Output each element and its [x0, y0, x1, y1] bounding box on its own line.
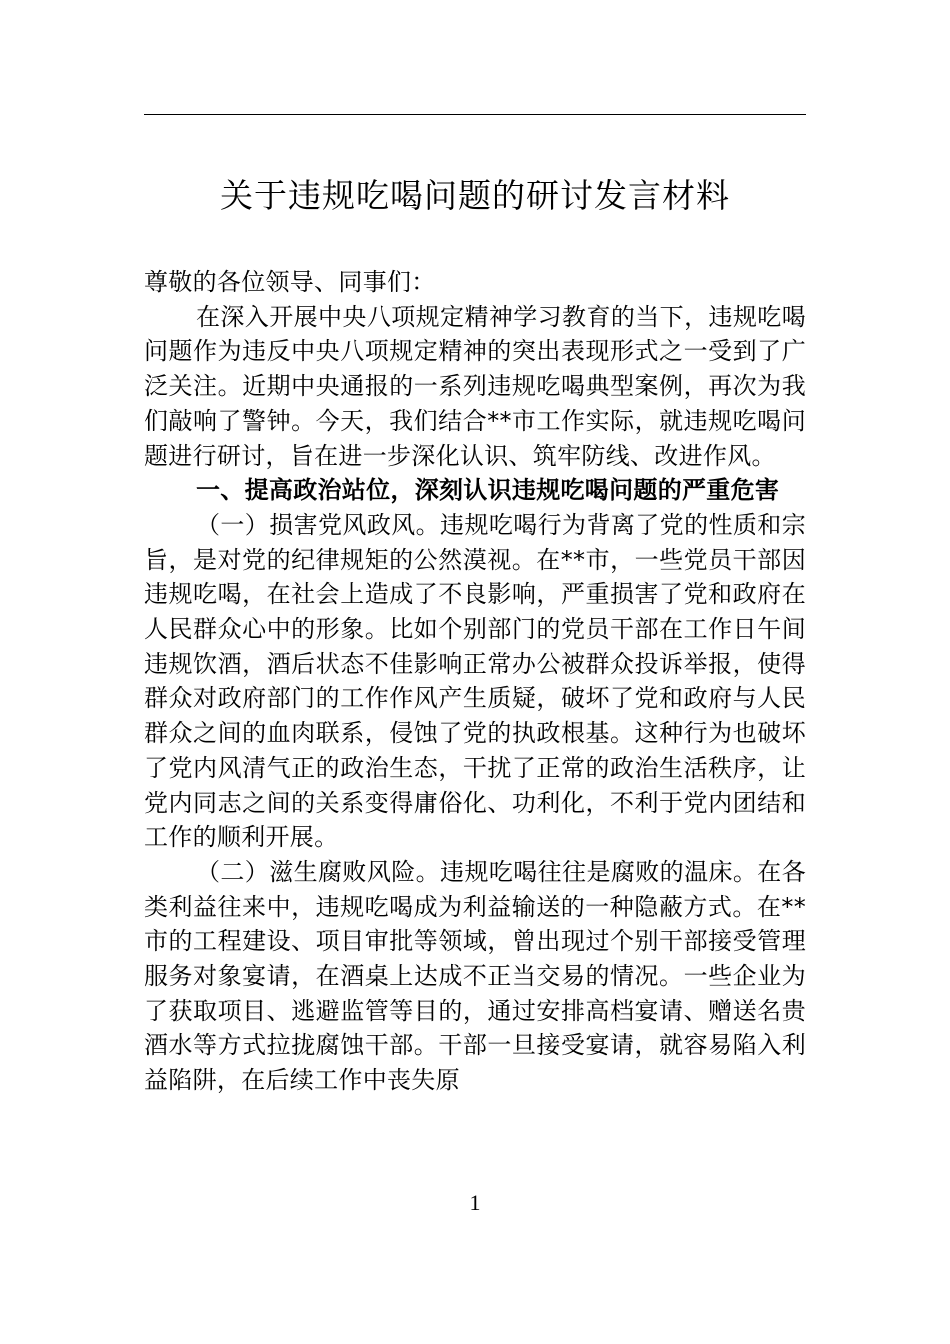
document-body — [144, 265, 806, 1098]
header-rule — [144, 114, 806, 115]
document-title: 关于违规吃喝问题的研讨发言材料 — [220, 176, 730, 215]
body-paragraph-2: （二）滋生腐败风险。违规吃喝往往是腐败的温床。在各类利益往来中，违规吃喝成为利益输送的一种隐蔽方式。在**市的工程建设、项目审批等领域，曾出现过个别干部接受管理服务对象宴请，在酒桌上达成不正当交易的情况。一些企业为了获取项目、逃避监管等目的，通过安排高档宴请、赠送名贵酒水等方式拉拢腐蚀干部。干部一旦接受宴请，就容易陷入利益陷阱，在后续工作中丧失原 — [144, 857, 806, 1095]
page-number: 1 — [469, 1190, 481, 1215]
intro-paragraph: 在深入开展中央八项规定精神学习教育的当下，违规吃喝问题作为违反中央八项规定精神的突出表现形式之一受到了广泛关注。近期中央通报的一系列违规吃喝典型案例，再次为我们敲响了警钟。今天，我们结合**市工作实际，就违规吃喝问题进行研讨，旨在进一步深化认识、筑牢防线、改进作风。 — [144, 302, 806, 470]
section-heading: 一、提高政治站位，深刻认识违规吃喝问题的严重危害 — [196, 476, 780, 505]
body-paragraph-1: （一）损害党风政风。违规吃喝行为背离了党的性质和宗旨，是对党的纪律规矩的公然漠视。在**市，一些党员干部因违规吃喝，在社会上造成了不良影响，严重损害了党和政府在人民群众心中的形象。比如个别部门的党员干部在工作日午间违规饮酒，酒后状态不佳影响正常办公被群众投诉举报，使得群众对政府部门的工作作风产生质疑，破坏了党和政府与人民群众之间的血肉联系，侵蚀了党的执政根基。这种行为也破坏了党内风清气正的政治生态，干扰了正常的政治生活秩序，让党内同志之间的关系变得庸俗化、功利化，不利于党内团结和工作的顺利开展。 — [144, 510, 806, 852]
salutation: 尊敬的各位领导、同事们： — [144, 268, 436, 296]
